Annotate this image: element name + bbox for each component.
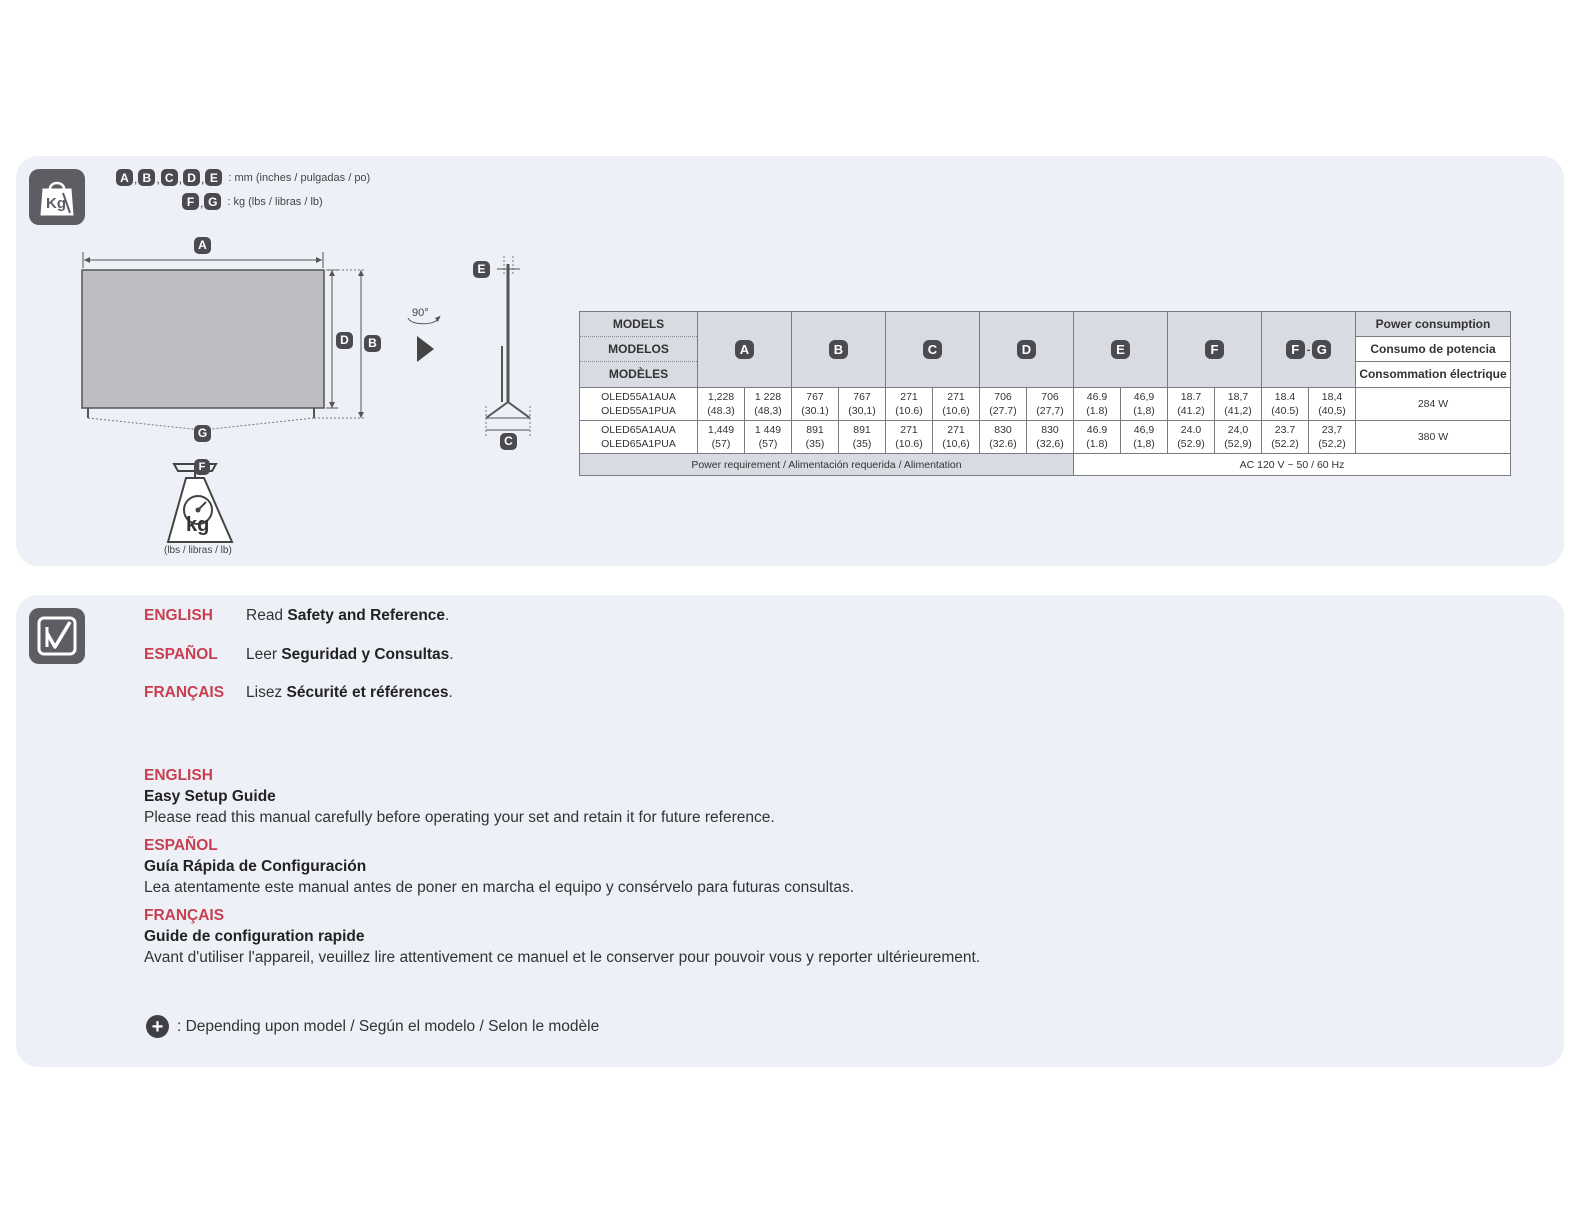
guide-en: ENGLISH Easy Setup Guide Please read this manual carefully before operating your set and retain it for future reference.	[144, 767, 775, 826]
label-a: A	[194, 236, 211, 254]
legend-letter-e: E	[205, 169, 222, 186]
value-cell: 271 (10,6)	[933, 388, 980, 421]
col-header-b: B	[792, 312, 886, 388]
value-cell: 18.7 (41.2)	[1168, 388, 1215, 421]
legend-letter-f: F	[182, 193, 199, 210]
value-cell: 271 (10,6)	[933, 421, 980, 454]
value-cell: 891 (35)	[839, 421, 886, 454]
label-f: F	[194, 457, 210, 475]
col-header-d: D	[980, 312, 1074, 388]
value-cell: 1 228 (48,3)	[745, 388, 792, 421]
read-safety-es: ESPAÑOL Leer Seguridad y Consultas.	[144, 646, 454, 663]
value-cell: 1,228 (48.3)	[698, 388, 745, 421]
value-cell: 46.9 (1.8)	[1074, 388, 1121, 421]
power-cell: 284 W	[1356, 388, 1511, 421]
power-requirement-value: AC 120 V ~ 50 / 60 Hz	[1074, 454, 1511, 476]
table-row	[580, 388, 1511, 421]
value-cell: 23.7 (52.2)	[1262, 421, 1309, 454]
value-cell: 46,9 (1,8)	[1121, 388, 1168, 421]
label-b: B	[364, 334, 381, 352]
value-cell: 18,4 (40,5)	[1309, 388, 1356, 421]
label-d: D	[336, 331, 353, 349]
power-requirement-row	[580, 454, 1511, 476]
legend-letter-g: G	[204, 193, 221, 210]
legend-letter-c: C	[161, 169, 178, 186]
value-cell: 891 (35)	[792, 421, 839, 454]
label-e: E	[473, 260, 490, 278]
model-cell: OLED55A1AUA OLED55A1PUA	[580, 388, 698, 421]
plus-icon: +	[146, 1015, 169, 1038]
value-cell: 706 (27,7)	[1027, 388, 1074, 421]
guide-fr: FRANÇAIS Guide de configuration rapide Avant d'utiliser l'appareil, veuillez lire attentivement ce manuel et le conserver pour pouvoir vous y reporter ultérieurement.	[144, 907, 981, 966]
value-cell: 706 (27.7)	[980, 388, 1027, 421]
value-cell: 24.0 (52.9)	[1168, 421, 1215, 454]
legend-letter-b: B	[138, 169, 155, 186]
scale-unit: kg	[186, 514, 210, 536]
value-cell: 767 (30,1)	[839, 388, 886, 421]
dimension-units: : mm (inches / pulgadas / po)	[228, 171, 371, 184]
documentation-panel	[16, 595, 1564, 1067]
weight-legend: F , G : kg (lbs / libras / lb)	[182, 193, 323, 210]
col-header-fg	[1262, 312, 1356, 388]
dimension-legend: A , B , C , D , E : mm (inches / pulgadas / po)	[116, 169, 370, 186]
value-cell: 1 449 (57)	[745, 421, 792, 454]
col-header-e: E	[1074, 312, 1168, 388]
col-header-a: A	[698, 312, 792, 388]
label-c: C	[500, 432, 517, 450]
value-cell: 18.4 (40.5)	[1262, 388, 1309, 421]
power-requirement-label: Power requirement / Alimentación requerida / Alimentation	[580, 454, 1074, 476]
legend-letter-a: A	[116, 169, 133, 186]
table-row	[580, 421, 1511, 454]
tv-dimension-diagram	[16, 156, 576, 566]
value-cell: 830 (32,6)	[1027, 421, 1074, 454]
svg-text:Kg: Kg	[46, 195, 66, 212]
guide-es: ESPAÑOL Guía Rápida de Configuración Lea atentamente este manual antes de poner en marcha el equipo y consérvelo para futuras consultas.	[144, 837, 855, 896]
col-header-f: F	[1168, 312, 1262, 388]
rotation-label: 90°	[412, 307, 429, 319]
weight-units: : kg (lbs / libras / lb)	[227, 195, 323, 208]
checkmark-book-icon	[29, 608, 85, 664]
value-cell: 271 (10.6)	[886, 388, 933, 421]
value-cell: 1,449 (57)	[698, 421, 745, 454]
spec-table	[579, 311, 1511, 476]
value-cell: 830 (32.6)	[980, 421, 1027, 454]
value-cell: 46.9 (1.8)	[1074, 421, 1121, 454]
read-safety-fr: FRANÇAIS Lisez Sécurité et références.	[144, 684, 453, 701]
specifications-panel	[16, 156, 1564, 566]
value-cell: 46,9 (1,8)	[1121, 421, 1168, 454]
fg-header-letters: F - G	[1286, 340, 1332, 359]
scale-note: (lbs / libras / lb)	[164, 545, 232, 556]
value-cell: 24,0 (52,9)	[1215, 421, 1262, 454]
value-cell: 767 (30.1)	[792, 388, 839, 421]
value-cell: 271 (10.6)	[886, 421, 933, 454]
col-header-c: C	[886, 312, 980, 388]
value-cell: 23,7 (52,2)	[1309, 421, 1356, 454]
value-cell: 18,7 (41,2)	[1215, 388, 1262, 421]
legend-letter-d: D	[183, 169, 200, 186]
power-consumption-header: Power consumption Consumo de potencia Consommation électrique	[1356, 312, 1511, 388]
model-cell: OLED65A1AUA OLED65A1PUA	[580, 421, 698, 454]
models-header: MODELS MODELOS MODÈLES	[580, 312, 698, 388]
power-cell: 380 W	[1356, 421, 1511, 454]
read-safety-en: ENGLISH Read Safety and Reference.	[144, 607, 450, 624]
model-note: + : Depending upon model / Según el modelo / Selon le modèle	[146, 1015, 599, 1038]
label-g: G	[194, 424, 211, 442]
